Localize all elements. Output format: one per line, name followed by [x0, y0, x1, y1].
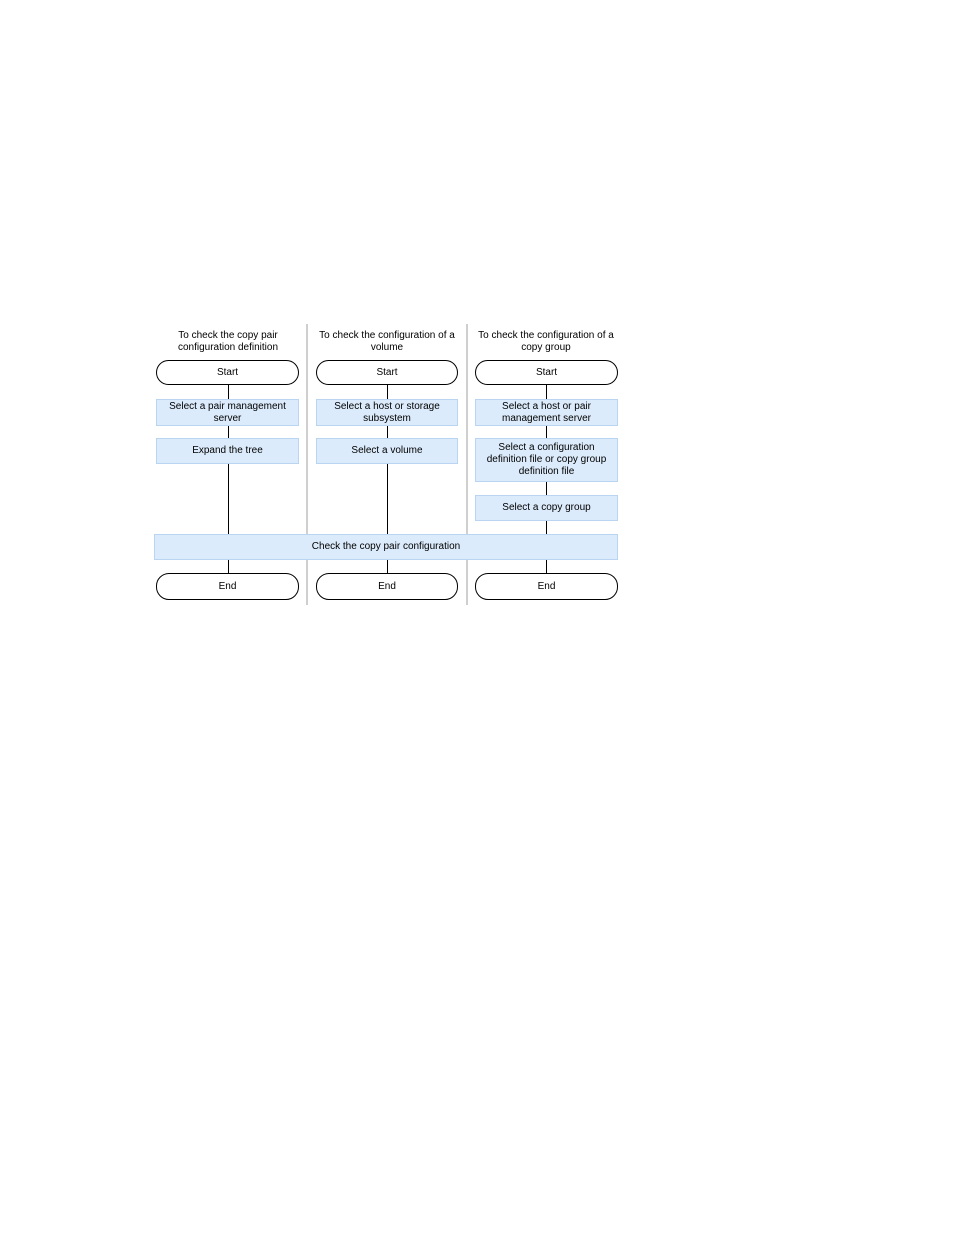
column-separator [466, 324, 468, 605]
end-terminal-col2: End [316, 573, 458, 600]
step-select-copy-group: Select a copy group [475, 495, 618, 521]
column-header-copy-group: To check the configuration of a copy group [478, 330, 614, 353]
step-select-host-or-pair-server: Select a host or pair management server [475, 399, 618, 426]
end-terminal-col3: End [475, 573, 618, 600]
start-terminal-col3: Start [475, 360, 618, 385]
step-select-volume: Select a volume [316, 438, 458, 464]
start-terminal-col1: Start [156, 360, 299, 385]
step-select-host-or-storage: Select a host or storage subsystem [316, 399, 458, 426]
end-terminal-col1: End [156, 573, 299, 600]
start-terminal-col2: Start [316, 360, 458, 385]
step-select-configuration-file: Select a configuration definition file or copy group definition file [475, 438, 618, 482]
step-check-copy-pair-configuration: Check the copy pair configuration [154, 534, 618, 560]
step-expand-tree: Expand the tree [156, 438, 299, 464]
column-header-copy-pair: To check the copy pair configuration definition [177, 330, 279, 353]
step-select-pair-management-server: Select a pair management server [156, 399, 299, 426]
column-header-volume: To check the configuration of a volume [319, 330, 455, 353]
column-separator [306, 324, 308, 605]
